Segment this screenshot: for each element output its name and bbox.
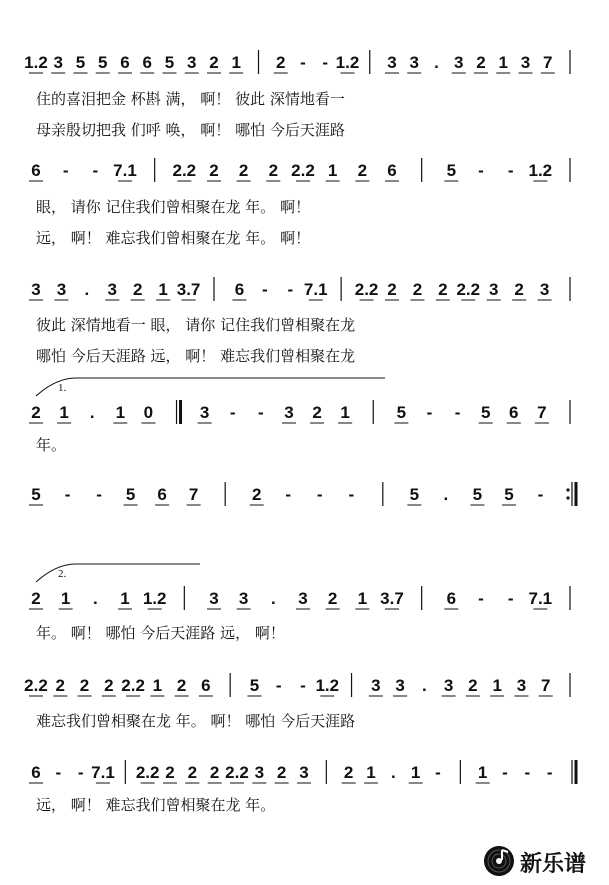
note: .: [421, 676, 427, 695]
note: 2: [176, 676, 187, 695]
note: 1.2: [315, 676, 340, 695]
lyric-line: 年。: [36, 436, 67, 454]
note: 3: [516, 676, 527, 695]
note: -: [258, 403, 264, 422]
note: 6: [120, 53, 130, 72]
note: 3: [254, 763, 265, 782]
note: 1: [357, 589, 368, 608]
score-system: [29, 277, 570, 365]
note: 3: [539, 280, 550, 299]
note: 5: [125, 485, 136, 504]
note: 2: [412, 280, 423, 299]
lyric-line: 母亲殷切把我 们呼 唤， 啊！ 哪怕 今后天涯路: [36, 121, 345, 139]
note: 5: [472, 485, 483, 504]
note: 3: [107, 280, 118, 299]
note: 5: [446, 161, 457, 180]
note: -: [285, 485, 292, 504]
note: 3: [31, 280, 41, 299]
note: 3: [209, 589, 219, 608]
note: 3: [443, 676, 454, 695]
note: 6: [201, 676, 211, 695]
note: 3: [371, 676, 381, 695]
note: 3: [488, 280, 499, 299]
note: 2: [438, 280, 448, 299]
note: 2: [165, 763, 175, 782]
note: 7.1: [113, 161, 137, 180]
note: 2.2: [135, 763, 160, 782]
note: -: [524, 763, 531, 782]
note: 3: [187, 53, 197, 72]
note: 2: [104, 676, 114, 695]
note: 1: [60, 589, 71, 608]
note: -: [229, 403, 236, 422]
note: 2: [251, 485, 262, 504]
note: 2: [357, 161, 368, 180]
note: 3: [520, 53, 531, 72]
note: 1: [327, 161, 338, 180]
note: 6: [509, 403, 519, 422]
lyric-line: 远， 啊！ 难忘我们曾相聚在龙 年。: [36, 796, 276, 814]
lyric-line: 彼此 深情地看一 眼， 请你 记住我们曾相聚在龙: [36, 316, 356, 334]
note: 3: [56, 280, 67, 299]
note: 2: [132, 280, 143, 299]
note: -: [62, 161, 69, 180]
note: -: [322, 53, 329, 72]
repeat-dot: [566, 488, 569, 491]
note: 5: [249, 676, 260, 695]
lyric-line: 难忘我们曾相聚在龙 年。 啊！ 哪怕 今后天涯路: [36, 712, 356, 730]
note: 2: [514, 280, 524, 299]
note: 2: [343, 763, 354, 782]
note: -: [478, 161, 484, 180]
note: -: [507, 589, 514, 608]
note: 6: [387, 161, 397, 180]
note: -: [262, 280, 268, 299]
note: -: [300, 676, 306, 695]
note: 3: [298, 589, 308, 608]
note: -: [287, 280, 294, 299]
note: 2: [312, 403, 322, 422]
note: 7.1: [91, 763, 115, 782]
volta-number: 2.: [58, 568, 67, 580]
note: 2: [327, 589, 338, 608]
note: .: [390, 763, 396, 782]
score-system: [29, 158, 570, 247]
note: 6: [142, 53, 152, 72]
note: 1.2: [335, 53, 360, 72]
note: 6: [157, 485, 167, 504]
note: 2.2: [291, 161, 315, 180]
repeat-dot: [566, 496, 569, 499]
note: 1: [59, 403, 69, 422]
note: 7: [540, 676, 551, 695]
score-system: [29, 482, 576, 506]
site-logo: [482, 842, 607, 880]
note: 5: [409, 485, 420, 504]
note: 1: [115, 403, 126, 422]
score-system: [29, 760, 576, 814]
lyric-line: 远， 啊！ 难忘我们曾相聚在龙 年。 啊！: [36, 229, 311, 247]
note: -: [275, 676, 282, 695]
note: 2: [387, 280, 397, 299]
note: 7.1: [528, 589, 553, 608]
note: 1: [231, 53, 241, 72]
note: 1: [152, 676, 163, 695]
note: -: [64, 485, 71, 504]
note: 5: [31, 485, 41, 504]
note: 2: [238, 161, 249, 180]
note: 1.2: [142, 589, 167, 608]
note: 5: [504, 485, 514, 504]
note: 2: [276, 53, 286, 72]
note: -: [435, 763, 441, 782]
lyric-line: 住的喜泪把金 杯斟 满， 啊！ 彼此 深情地看一: [36, 90, 345, 108]
note: 5: [396, 403, 407, 422]
note: .: [270, 589, 276, 608]
score-system: [29, 378, 570, 454]
note: 2: [276, 763, 287, 782]
lyric-line: 年。 啊！ 哪怕 今后天涯路 远， 啊！: [36, 624, 285, 642]
note: 1: [120, 589, 130, 608]
note: 2: [79, 676, 90, 695]
note: 2.2: [354, 280, 379, 299]
note: 1: [366, 763, 376, 782]
note: 2.2: [225, 763, 249, 782]
note: 1: [477, 763, 488, 782]
note: 5: [480, 403, 491, 422]
note: 5: [164, 53, 175, 72]
note: 3.7: [380, 589, 404, 608]
volta-number: 1.: [58, 382, 67, 394]
lyric-line: 眼， 请你 记住我们曾相聚在龙 年。 啊！: [36, 198, 311, 216]
note: .: [434, 53, 439, 72]
note: 2: [209, 763, 220, 782]
note: 2: [31, 403, 41, 422]
note: 1: [410, 763, 421, 782]
note: 6: [234, 280, 245, 299]
note: 1.2: [24, 53, 48, 72]
note: 2: [55, 676, 66, 695]
note: 1: [158, 280, 168, 299]
note: 2: [209, 53, 219, 72]
note: -: [316, 485, 323, 504]
note: -: [55, 763, 62, 782]
note: 7: [543, 53, 553, 72]
score-system: [24, 50, 570, 139]
note: 3: [387, 53, 397, 72]
note: -: [478, 589, 484, 608]
note: 3: [454, 53, 464, 72]
note: 3: [395, 676, 405, 695]
note: .: [84, 280, 90, 299]
note: -: [454, 403, 461, 422]
note: -: [96, 485, 102, 504]
note: -: [502, 763, 508, 782]
volta-bracket: [36, 378, 385, 396]
note: 3: [238, 589, 249, 608]
note: -: [426, 403, 433, 422]
note: 2: [268, 161, 279, 180]
note: 2.2: [121, 676, 145, 695]
note: 0: [143, 403, 154, 422]
note: -: [77, 763, 84, 782]
note: 1.2: [528, 161, 553, 180]
note: 2: [187, 763, 198, 782]
note: 2: [476, 53, 486, 72]
vinyl-record-icon: [482, 844, 516, 878]
note: .: [89, 403, 95, 422]
note: -: [537, 485, 544, 504]
note: 3: [299, 763, 309, 782]
note: 1: [340, 403, 350, 422]
score-system: [24, 673, 570, 730]
note: 2: [209, 161, 219, 180]
note: 7: [188, 485, 199, 504]
note: 2.2: [24, 676, 48, 695]
note: 3: [53, 53, 63, 72]
note: .: [443, 485, 449, 504]
note: 2.2: [172, 161, 197, 180]
note: -: [546, 763, 553, 782]
note: 6: [31, 161, 41, 180]
note: 5: [75, 53, 86, 72]
note: -: [300, 53, 306, 72]
note: 7.1: [303, 280, 328, 299]
note: 2.2: [456, 280, 481, 299]
note: 2: [31, 589, 41, 608]
note: 6: [446, 589, 457, 608]
note: 6: [31, 763, 41, 782]
score-system: [29, 564, 570, 642]
note: 3: [199, 403, 210, 422]
note: 3: [284, 403, 294, 422]
note: -: [507, 161, 514, 180]
lyric-line: 哪怕 今后天涯路 远， 啊！ 难忘我们曾相聚在龙: [36, 347, 356, 365]
note: .: [92, 589, 98, 608]
note: 1: [492, 676, 502, 695]
note: 2: [468, 676, 478, 695]
note: -: [92, 161, 99, 180]
note: 5: [98, 53, 108, 72]
note: 3: [409, 53, 419, 72]
note: -: [348, 485, 355, 504]
note: 1: [498, 53, 508, 72]
logo-text: 新乐谱: [520, 852, 587, 877]
note: 3.7: [176, 280, 201, 299]
note: 7: [537, 403, 547, 422]
